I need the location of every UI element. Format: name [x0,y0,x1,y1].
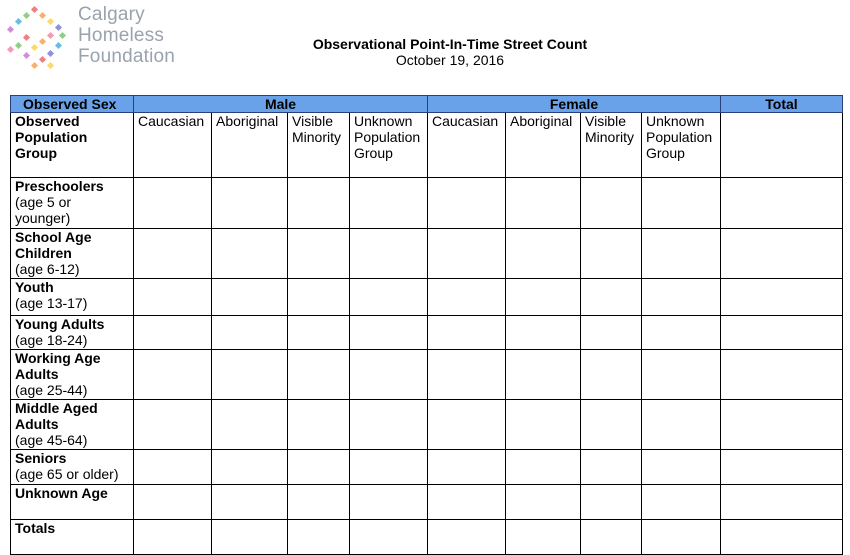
count-cell[interactable] [212,485,288,520]
count-cell[interactable] [288,178,350,229]
document-title: Observational Point-In-Time Street Count [312,36,588,52]
logo-dot [23,52,30,59]
count-cell[interactable] [134,485,212,520]
count-cell[interactable] [506,229,581,279]
count-cell[interactable] [581,350,642,400]
male-column-header [212,113,288,178]
count-cell[interactable] [642,178,721,229]
org-logo [2,3,192,71]
count-cell[interactable] [134,279,212,316]
count-cell[interactable] [721,316,843,350]
logo-dot [31,6,38,13]
population-group-row [11,113,843,178]
logo-dot [15,42,22,49]
row-label-bold: Working Age [15,350,101,366]
count-cell[interactable] [288,400,350,450]
row-label [11,350,134,400]
count-cell[interactable] [350,485,428,520]
female-column-header [581,113,642,178]
row-label-age: (age 65 or older) [15,466,119,482]
count-cell[interactable] [642,279,721,316]
row-label [11,178,134,229]
column-header-line: Aboriginal [510,113,573,129]
table-row [11,450,843,485]
row-label [11,520,134,555]
count-cell[interactable] [642,316,721,350]
column-header-line: Minority [292,129,342,145]
count-cell[interactable] [288,350,350,400]
count-cell[interactable] [581,400,642,450]
count-cell[interactable] [642,485,721,520]
org-name-line: Foundation [78,46,176,67]
row-label-age: (age 6-12) [15,261,80,277]
count-cell[interactable] [721,279,843,316]
count-cell[interactable] [134,350,212,400]
count-cell[interactable] [212,400,288,450]
row-label-age: (age 45-64) [15,432,88,448]
count-cell[interactable] [581,450,642,485]
population-group-label-line: Observed [15,113,80,129]
count-cell[interactable] [642,350,721,400]
count-cell[interactable] [581,485,642,520]
row-label-bold: Middle Aged [15,400,98,416]
column-header-line: Unknown [354,113,413,129]
count-cell[interactable] [212,520,288,555]
count-cell[interactable] [134,229,212,279]
row-label-age: (age 25-44) [15,382,88,398]
logo-dot [47,62,54,69]
count-cell[interactable] [721,485,843,520]
population-group-label-line: Group [15,145,57,161]
table-row [11,316,843,350]
column-header-line: Caucasian [432,113,499,129]
count-cell[interactable] [288,279,350,316]
count-cell[interactable] [642,450,721,485]
logo-dot [39,56,46,63]
count-cell[interactable] [428,279,506,316]
column-header-line: Aboriginal [216,113,279,129]
org-name [78,4,175,67]
count-cell[interactable] [506,450,581,485]
count-cell[interactable] [350,520,428,555]
count-cell[interactable] [134,450,212,485]
count-cell[interactable] [506,350,581,400]
logo-dot [39,12,46,19]
row-label-bold: Adults [15,366,59,382]
count-cell[interactable] [428,485,506,520]
row-label-age: (age 5 or [15,194,72,210]
street-count-table [10,95,843,555]
male-column-header [288,113,350,178]
column-header-line: Unknown [646,113,705,129]
count-cell[interactable] [212,450,288,485]
count-cell[interactable] [134,400,212,450]
count-cell[interactable] [721,400,843,450]
row-label-bold: Totals [15,520,56,536]
count-cell[interactable] [506,178,581,229]
document-heading [300,36,600,68]
count-cell[interactable] [721,450,843,485]
table-row [11,229,843,279]
count-cell[interactable] [350,316,428,350]
count-cell[interactable] [350,178,428,229]
count-cell[interactable] [134,316,212,350]
count-cell[interactable] [721,178,843,229]
row-label-age: younger) [15,210,71,226]
observed-sex-header: Observed Sex [11,96,134,113]
column-header-line: Visible [292,113,333,129]
total-header: Total [721,96,843,113]
document-date: October 19, 2016 [395,52,505,68]
count-cell[interactable] [428,450,506,485]
table-row [11,400,843,450]
row-label [11,229,134,279]
logo-dot [23,34,30,41]
count-cell[interactable] [506,316,581,350]
female-column-header [506,113,581,178]
female-column-header [428,113,506,178]
count-cell[interactable] [428,316,506,350]
count-cell[interactable] [288,316,350,350]
logo-dot [31,62,38,69]
count-cell[interactable] [350,400,428,450]
population-group-label-line: Population [15,129,88,145]
count-cell[interactable] [642,520,721,555]
logo-dot [31,44,38,51]
count-cell[interactable] [212,316,288,350]
row-label [11,485,134,520]
count-cell[interactable] [288,450,350,485]
row-label [11,279,134,316]
column-header-line: Group [354,145,393,161]
count-cell[interactable] [212,229,288,279]
count-cell[interactable] [350,229,428,279]
table-row [11,350,843,400]
row-label-age: (age 13-17) [15,295,88,311]
count-cell[interactable] [350,350,428,400]
count-cell[interactable] [506,279,581,316]
row-label-bold: Seniors [15,450,67,466]
count-cell[interactable] [581,279,642,316]
count-cell[interactable] [212,350,288,400]
male-header: Male [134,96,428,113]
row-label-bold: Adults [15,416,59,432]
count-cell[interactable] [428,229,506,279]
logo-dot [47,32,54,39]
count-cell[interactable] [288,485,350,520]
row-label-bold: Children [15,245,72,261]
count-cell[interactable] [581,178,642,229]
table-header-row [11,96,843,113]
total-column-cell [721,113,843,178]
count-cell[interactable] [506,400,581,450]
column-header-line: Population [354,129,421,145]
count-cell[interactable] [581,520,642,555]
logo-dot [47,18,54,25]
logo-dot [47,50,54,57]
count-cell[interactable] [506,520,581,555]
row-label-age: (age 18-24) [15,332,88,348]
logo-dot [55,24,62,31]
org-name-line: Calgary [78,4,145,25]
count-cell[interactable] [581,316,642,350]
logo-dot [7,46,14,53]
count-cell[interactable] [134,178,212,229]
count-cell[interactable] [642,229,721,279]
logo-dot [55,42,62,49]
logo-dot [7,26,14,33]
row-label [11,400,134,450]
row-label-bold: Unknown Age [15,485,108,501]
count-cell[interactable] [134,520,212,555]
count-cell[interactable] [506,485,581,520]
male-column-header [350,113,428,178]
male-column-header [134,113,212,178]
female-header: Female [428,96,721,113]
row-label [11,316,134,350]
row-label [11,450,134,485]
count-cell[interactable] [288,520,350,555]
logo-dot [15,18,22,25]
count-cell[interactable] [212,178,288,229]
column-header-line: Minority [585,129,635,145]
row-label-bold: Preschoolers [15,178,104,194]
population-group-label [11,113,134,178]
column-header-line: Population [646,129,713,145]
count-cell[interactable] [212,279,288,316]
count-cell[interactable] [428,178,506,229]
female-column-header [642,113,721,178]
table-row [11,178,843,229]
row-label-bold: Young Adults [15,316,105,332]
count-cell[interactable] [428,400,506,450]
column-header-line: Visible [585,113,626,129]
count-cell[interactable] [721,350,843,400]
count-cell[interactable] [721,520,843,555]
org-name-line: Homeless [78,25,165,46]
count-cell[interactable] [642,400,721,450]
logo-dot [59,32,66,39]
count-cell[interactable] [350,279,428,316]
logo-mark-icon [2,3,74,71]
column-header-line: Caucasian [138,113,205,129]
table-row [11,279,843,316]
row-label-bold: School Age [15,229,92,245]
table-row [11,520,843,555]
column-header-line: Group [646,145,685,161]
count-cell[interactable] [428,350,506,400]
table-row [11,485,843,520]
logo-dot [39,38,46,45]
row-label-bold: Youth [15,279,54,295]
count-cell[interactable] [428,520,506,555]
count-cell[interactable] [288,229,350,279]
logo-dot [23,12,30,19]
count-cell[interactable] [350,450,428,485]
count-cell[interactable] [581,229,642,279]
count-cell[interactable] [721,229,843,279]
